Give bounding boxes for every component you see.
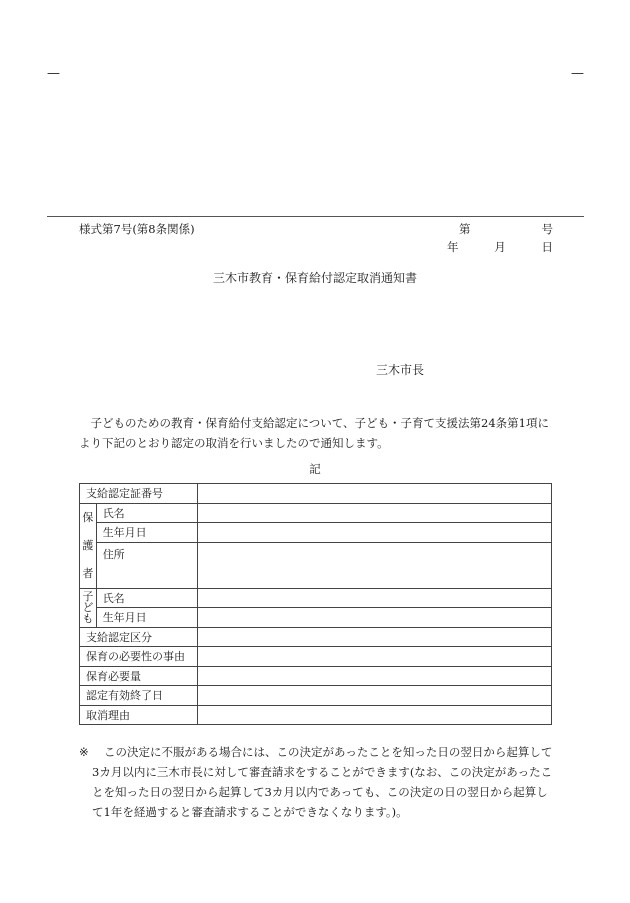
date-month: 月 <box>494 240 506 254</box>
child-dob-label: 生年月日 <box>96 608 197 628</box>
table-row <box>80 542 552 588</box>
certificate-table <box>79 483 552 725</box>
margin-mark-right: — <box>571 66 584 81</box>
document-number <box>459 221 553 237</box>
necessity-amount-value <box>198 666 552 686</box>
guardian-name-value <box>198 503 552 523</box>
guardian-dob-value <box>198 523 552 543</box>
necessity-amount-label: 保育必要量 <box>80 666 198 686</box>
doc-number-prefix: 第 <box>459 222 471 236</box>
cert-category-label: 支給認定区分 <box>80 627 198 647</box>
issuer: 三木市長 <box>376 363 425 377</box>
child-char: 子 <box>82 590 94 603</box>
top-rule <box>47 216 584 217</box>
date-year: 年 <box>447 240 459 254</box>
child-label <box>80 588 97 627</box>
guardian-address-label: 住所 <box>96 542 197 588</box>
cert-number-label: 支給認定証番号 <box>80 484 198 504</box>
appeal-note <box>79 742 554 822</box>
cert-number-value <box>198 484 552 504</box>
table-row <box>80 647 552 667</box>
table-row <box>80 608 552 628</box>
doc-number-suffix: 号 <box>541 222 553 236</box>
cancel-reason-label: 取消理由 <box>80 705 198 725</box>
guardian-char: 護 <box>82 538 94 552</box>
valid-end-date-label: 認定有効終了日 <box>80 686 198 706</box>
form-number: 様式第7号(第8条関係) <box>79 222 195 236</box>
issue-date <box>447 239 553 255</box>
necessity-reason-value <box>198 647 552 667</box>
table-row <box>80 523 552 543</box>
child-dob-value <box>198 608 552 628</box>
guardian-label <box>80 503 97 588</box>
margin-mark-left: — <box>47 66 60 81</box>
ki-heading: 記 <box>309 462 321 476</box>
note-text: この決定に不服がある場合には、この決定があったことを知った日の翌日から起算して3カ月以内に三木市長に対して審査請求をすることができます(なお、この決定があったことを知った日の翌日から起算して3カ月以内であっても、この決定の日の翌日から起算して1年を経過すると審査請求することができなくなります。)。 <box>92 745 553 819</box>
table-row <box>80 484 552 504</box>
table-row <box>80 686 552 706</box>
table-row <box>80 666 552 686</box>
child-char: も <box>82 612 94 625</box>
guardian-dob-label: 生年月日 <box>96 523 197 543</box>
table-row <box>80 588 552 608</box>
child-name-label: 氏名 <box>96 588 197 608</box>
guardian-address-value <box>198 542 552 588</box>
guardian-char: 者 <box>82 566 94 580</box>
note-mark: ※ <box>79 745 89 759</box>
valid-end-date-value <box>198 686 552 706</box>
child-char: ど <box>82 601 94 614</box>
table-row <box>80 503 552 523</box>
guardian-name-label: 氏名 <box>96 503 197 523</box>
table-row <box>80 705 552 725</box>
date-day: 日 <box>541 240 553 254</box>
necessity-reason-label: 保育の必要性の事由 <box>80 647 198 667</box>
table-row <box>80 627 552 647</box>
cancel-reason-value <box>198 705 552 725</box>
guardian-char: 保 <box>82 510 94 524</box>
document-title: 三木市教育・保育給付認定取消通知書 <box>212 271 417 285</box>
body-paragraph: 子どものための教育・保育給付支給認定について、子ども・子育て支援法第24条第1項により下記のとおり認定の取消を行いましたので通知します。 <box>79 416 549 450</box>
child-name-value <box>198 588 552 608</box>
cert-category-value <box>198 627 552 647</box>
